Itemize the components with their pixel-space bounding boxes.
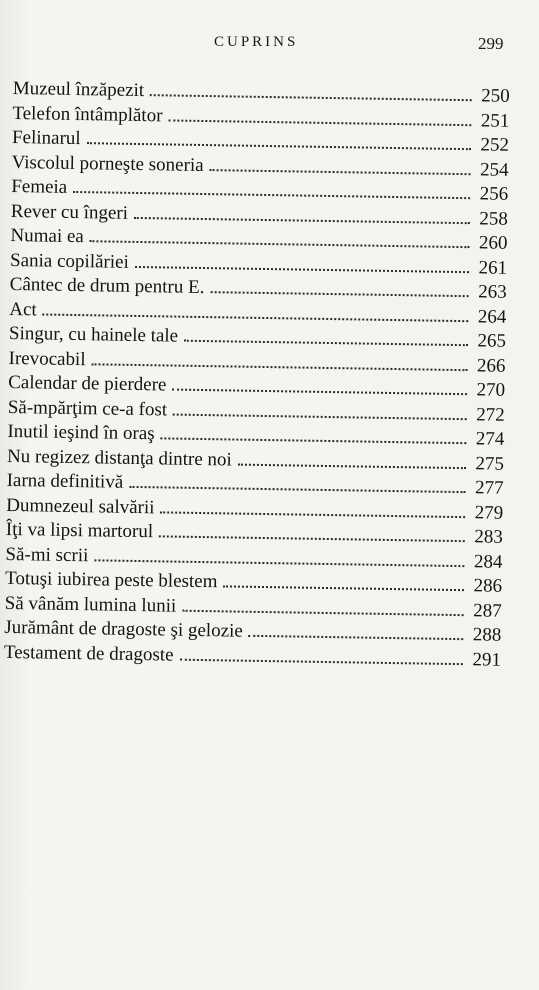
toc-entry-title: Sania copilăriei bbox=[9, 249, 129, 273]
toc-entry-page: 252 bbox=[480, 134, 510, 156]
toc-entry-page: 263 bbox=[478, 281, 507, 303]
toc-entry-title: Singur, cu hainele tale bbox=[8, 322, 179, 347]
dot-leader bbox=[87, 142, 471, 150]
toc-entry-page: 261 bbox=[478, 256, 508, 279]
dot-leader bbox=[182, 609, 463, 615]
toc-entry-page: 264 bbox=[477, 305, 507, 328]
toc-entry-page: 291 bbox=[472, 648, 502, 671]
toc-entry-page: 272 bbox=[476, 403, 505, 426]
toc-entry-title: Jurământ de dragoste şi gelozie bbox=[4, 616, 243, 642]
dot-leader bbox=[129, 486, 465, 493]
toc-entry-title: Irevocabil bbox=[8, 347, 86, 370]
toc-entry-title: Să-mpărţim ce-a fost bbox=[7, 396, 168, 420]
dot-leader bbox=[184, 340, 468, 346]
toc-entry-title: Rever cu îngeri bbox=[10, 200, 129, 224]
dot-leader bbox=[173, 413, 467, 420]
toc-entry-title: Dumnezeul salvării bbox=[6, 494, 155, 518]
toc-entry-title: Cântec de drum pentru E. bbox=[9, 273, 205, 299]
toc-entry-page: 288 bbox=[472, 624, 502, 646]
dot-leader bbox=[43, 313, 469, 322]
dot-leader bbox=[92, 363, 468, 371]
page-header bbox=[0, 34, 539, 58]
dot-leader bbox=[168, 119, 471, 126]
toc-entry-title: Calendar de pierdere bbox=[8, 371, 167, 396]
toc-entry-page: 287 bbox=[473, 599, 502, 622]
dot-leader bbox=[210, 291, 468, 297]
toc-entry-page: 284 bbox=[473, 550, 503, 573]
dot-leader bbox=[94, 559, 464, 567]
dot-leader bbox=[159, 535, 465, 542]
toc-entry-page: 256 bbox=[479, 183, 509, 205]
toc-entry-title: Îţi va lipsi martorul bbox=[5, 518, 154, 543]
toc-entry-title: Muzeul înzăpezit bbox=[12, 77, 145, 102]
toc-entry-title: Viscolul porneşte soneria bbox=[11, 151, 204, 176]
toc-entry-title: Telefon întâmplător bbox=[12, 102, 163, 126]
toc-entry-title: Femeia bbox=[11, 175, 68, 198]
toc-entry-page: 260 bbox=[478, 232, 508, 254]
toc-entry-title: Act bbox=[9, 298, 37, 320]
toc-entry-page: 279 bbox=[474, 501, 504, 524]
toc-entry-title: Să vânăm lumina lunii bbox=[4, 592, 177, 617]
dot-leader bbox=[90, 240, 470, 248]
toc-entry-title: Numai ea bbox=[10, 224, 84, 248]
dot-leader bbox=[134, 216, 470, 223]
dot-leader bbox=[73, 191, 470, 199]
toc-entry-page: 277 bbox=[474, 477, 504, 499]
dot-leader bbox=[179, 658, 462, 664]
dot-leader bbox=[223, 585, 464, 591]
toc-entry-page: 251 bbox=[480, 109, 510, 132]
toc-entry-page: 270 bbox=[476, 379, 506, 401]
dot-leader bbox=[135, 265, 469, 272]
dot-leader bbox=[161, 437, 467, 444]
toc-entry-page: 274 bbox=[475, 428, 505, 450]
toc-entry-title: Să-mi scrii bbox=[5, 543, 89, 566]
toc-entry-title: Iarna definitivă bbox=[6, 469, 124, 493]
dot-leader bbox=[210, 169, 471, 175]
toc-entry-page: 265 bbox=[477, 330, 507, 352]
running-title: CUPRINS bbox=[214, 34, 299, 50]
toc-entry-page: 286 bbox=[473, 575, 503, 597]
toc-entry-page: 250 bbox=[481, 85, 510, 107]
toc-entry-page: 258 bbox=[479, 207, 508, 230]
dot-leader bbox=[249, 635, 464, 640]
toc-entry-title: Felinarul bbox=[11, 126, 81, 150]
toc-entry-page: 275 bbox=[475, 452, 505, 475]
toc-entry-page: 254 bbox=[479, 158, 509, 181]
toc-entry-title: Totuşi iubirea peste blestem bbox=[4, 567, 218, 593]
toc-entry-title: Nu regizez distanţa dintre noi bbox=[6, 445, 232, 470]
toc-entry-page: 266 bbox=[476, 354, 506, 377]
toc-entry-title: Inutil ieşind în oraş bbox=[7, 420, 155, 445]
toc-entry-title: Testament de dragoste bbox=[3, 641, 174, 666]
dot-leader bbox=[238, 463, 466, 469]
page-number: 299 bbox=[478, 34, 504, 53]
dot-leader bbox=[150, 94, 472, 101]
dot-leader bbox=[160, 511, 465, 518]
table-of-contents bbox=[4, 77, 510, 673]
dot-leader bbox=[172, 389, 467, 396]
toc-entry-page: 283 bbox=[474, 526, 503, 548]
